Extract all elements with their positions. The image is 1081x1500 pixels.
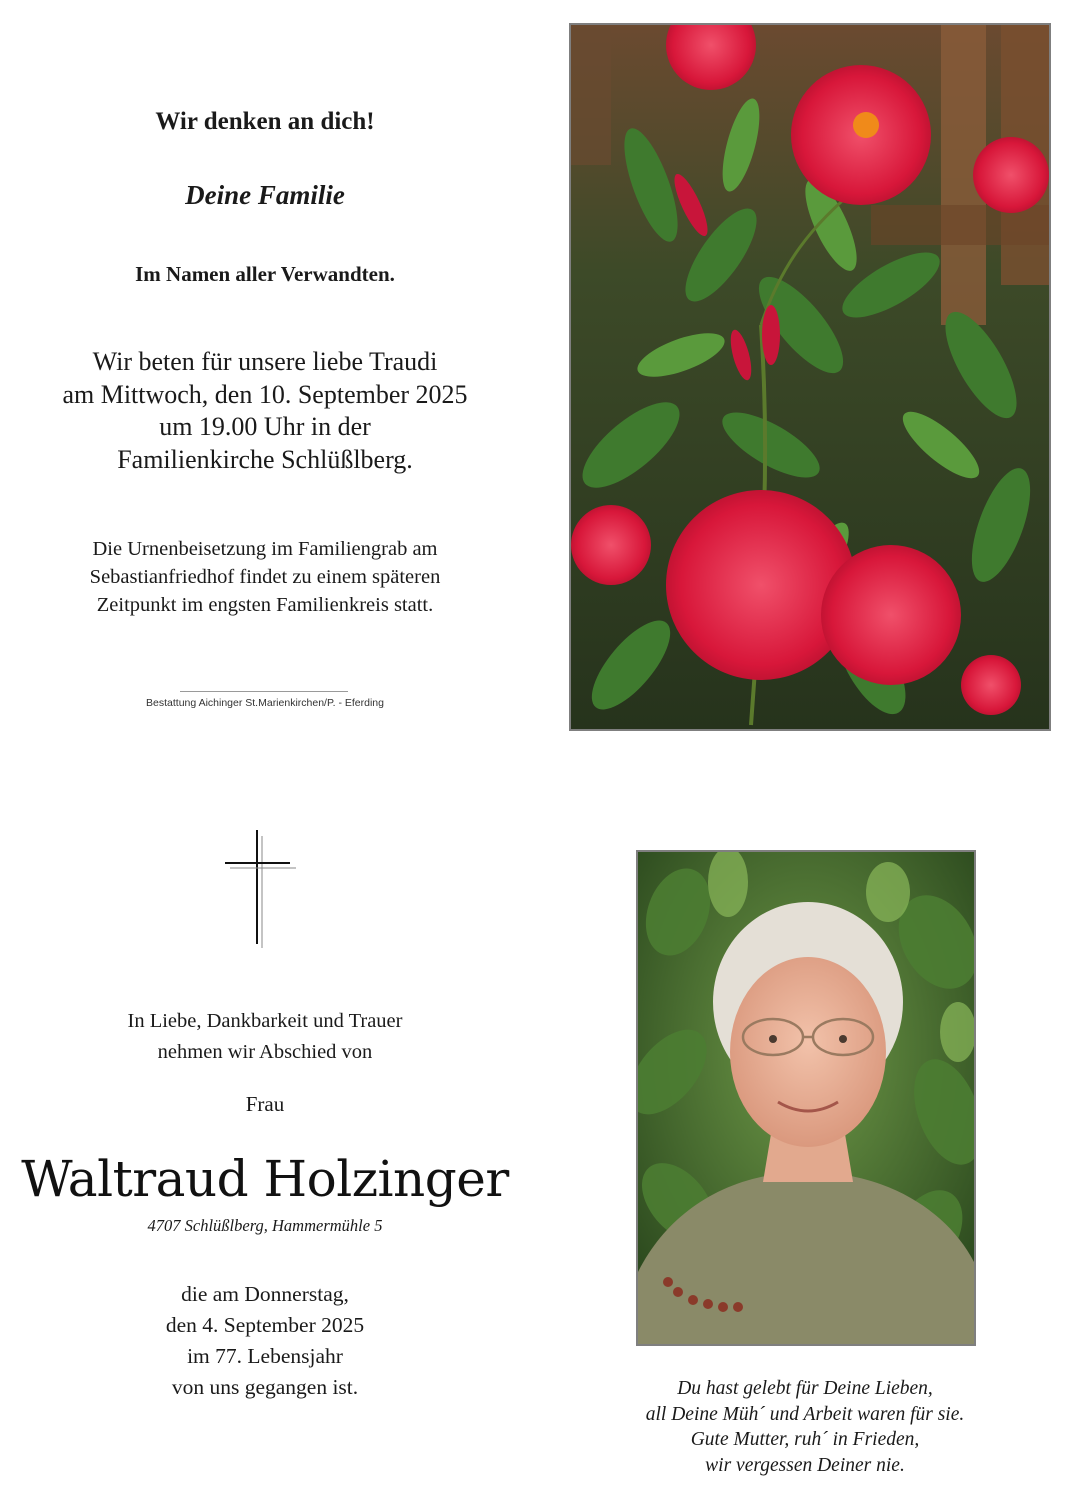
farewell-intro (30, 1006, 500, 1068)
divider-line (180, 691, 348, 692)
funeral-home-credit: Bestattung Aichinger St.Marienkirchen/P. - Eferding (146, 697, 384, 709)
verse-line: Gute Mutter, ruh´ in Frieden, (690, 1429, 920, 1450)
relatives-line: Im Namen aller Verwandten. (135, 262, 395, 286)
urn-line: Sebastianfriedhof findet zu einem späteren (89, 566, 441, 588)
flower-photo (569, 23, 1051, 731)
prayer-line: Wir beten für unsere liebe Traudi (92, 347, 438, 376)
urn-line: Die Urnenbeisetzung im Familiengrab am (92, 538, 438, 560)
prayer-line: Familienkirche Schlüßlberg. (117, 444, 413, 474)
death-line: im 77. Lebensjahr (187, 1344, 343, 1368)
urn-line: Zeitpunkt im engsten Familienkreis statt. (96, 594, 434, 616)
cross-icon (220, 828, 300, 950)
memorial-verse (595, 1376, 1015, 1478)
urn-burial-notice (30, 535, 500, 619)
death-line: die am Donnerstag, (181, 1282, 349, 1306)
verse-line: Du hast gelebt für Deine Lieben, (677, 1378, 933, 1399)
intro-line: nehmen wir Abschied von (157, 1041, 373, 1063)
prayer-line: am Mittwoch, den 10. September 2025 (62, 379, 468, 409)
prayer-announcement (10, 346, 520, 476)
family-signature: Deine Familie (185, 180, 345, 210)
remembrance-heading: Wir denken an dich! (155, 108, 375, 135)
death-line: den 4. September 2025 (165, 1313, 365, 1337)
intro-line: In Liebe, Dankbarkeit und Trauer (127, 1010, 403, 1032)
verse-line: all Deine Müh´ und Arbeit waren für sie. (645, 1403, 965, 1425)
deceased-address: 4707 Schlüßlberg, Hammermühle 5 (147, 1216, 383, 1235)
verse-line: wir vergessen Deiner nie. (705, 1454, 905, 1476)
deceased-name: Waltraud Holzinger (21, 1150, 509, 1208)
salutation: Frau (245, 1092, 285, 1116)
death-line: von uns gegangen ist. (171, 1375, 359, 1399)
portrait-photo (636, 850, 976, 1346)
death-notice (30, 1279, 500, 1403)
prayer-line: um 19.00 Uhr in der (159, 412, 371, 441)
